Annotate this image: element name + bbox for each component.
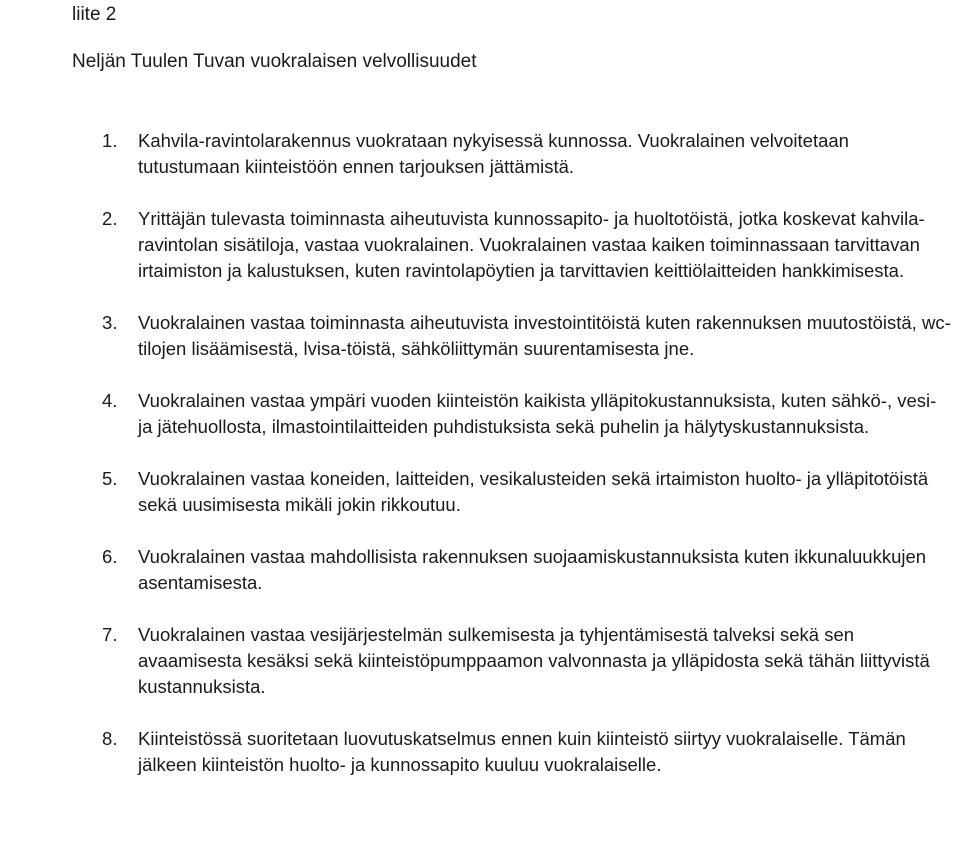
item-text: Vuokralainen vastaa mahdollisista rakennuksen suojaamiskustannuksista kuten ikkunaluukkujen asentamisesta. <box>138 546 927 593</box>
document-title: Neljän Tuulen Tuvan vuokralaisen velvollisuudet <box>72 51 477 72</box>
obligation-item <box>102 206 954 284</box>
obligation-item <box>102 622 954 700</box>
obligation-item <box>102 544 954 596</box>
item-number: 3. <box>102 312 118 333</box>
item-number: 2. <box>102 208 118 229</box>
item-text: Kahvila-ravintolarakennus vuokrataan nykyisessä kunnossa. Vuokralainen velvoitetaan tutustumaan kiinteistöön ennen tarjouksen jättämistä. <box>138 130 849 177</box>
item-text: Vuokralainen vastaa koneiden, laitteiden, vesikalusteiden sekä irtaimiston huolto- ja ylläpitotöistä sekä uusimisesta mikäli jokin rikkoutuu. <box>138 468 929 515</box>
obligations-list <box>102 128 954 778</box>
item-text: Kiinteistössä suoritetaan luovutuskatselmus ennen kuin kiinteistö siirtyy vuokralaiselle. Tämän jälkeen kiinteistön huolto- ja kunnossapito kuuluu vuokralaiselle. <box>138 728 906 775</box>
obligation-item <box>102 388 954 440</box>
obligation-item <box>102 310 954 362</box>
attachment-label: liite 2 <box>72 4 117 25</box>
item-number: 8. <box>102 728 118 749</box>
item-number: 6. <box>102 546 118 567</box>
item-number: 7. <box>102 624 118 645</box>
item-text: Yrittäjän tulevasta toiminnasta aiheutuvista kunnossapito- ja huoltotöistä, jotka koskevat kahvila-ravintolan sisätiloja, vastaa vuokralainen. Vuokralainen vastaa kaiken toiminnassaan tarvittavan irtaimiston ja kalustuksen, kuten ravintolapöytien ja tarvittavien keittiölaitteiden hankkimisesta. <box>138 208 925 281</box>
item-text: Vuokralainen vastaa vesijärjestelmän sulkemisesta ja tyhjentämisestä talveksi sekä sen avaamisesta kesäksi sekä kiinteistöpumppaamon valvonnasta ja ylläpidosta sekä tähän liittyvistä kustannuksista. <box>138 624 930 697</box>
obligation-item <box>102 128 954 180</box>
item-number: 4. <box>102 390 118 411</box>
item-text: Vuokralainen vastaa toiminnasta aiheutuvista investointitöistä kuten rakennuksen muutostöistä, wc-tilojen lisäämisestä, lvisa-töistä, sähköliittymän suurentamisesta jne. <box>138 312 951 359</box>
obligation-item <box>102 466 954 518</box>
item-text: Vuokralainen vastaa ympäri vuoden kiinteistön kaikista ylläpitokustannuksista, kuten sähkö-, vesi- ja jätehuollosta, ilmastointilaitteiden puhdistuksista sekä puhelin ja hälytyskustannuksista. <box>138 390 937 437</box>
obligation-item <box>102 726 954 778</box>
item-number: 1. <box>102 130 118 151</box>
item-number: 5. <box>102 468 118 489</box>
